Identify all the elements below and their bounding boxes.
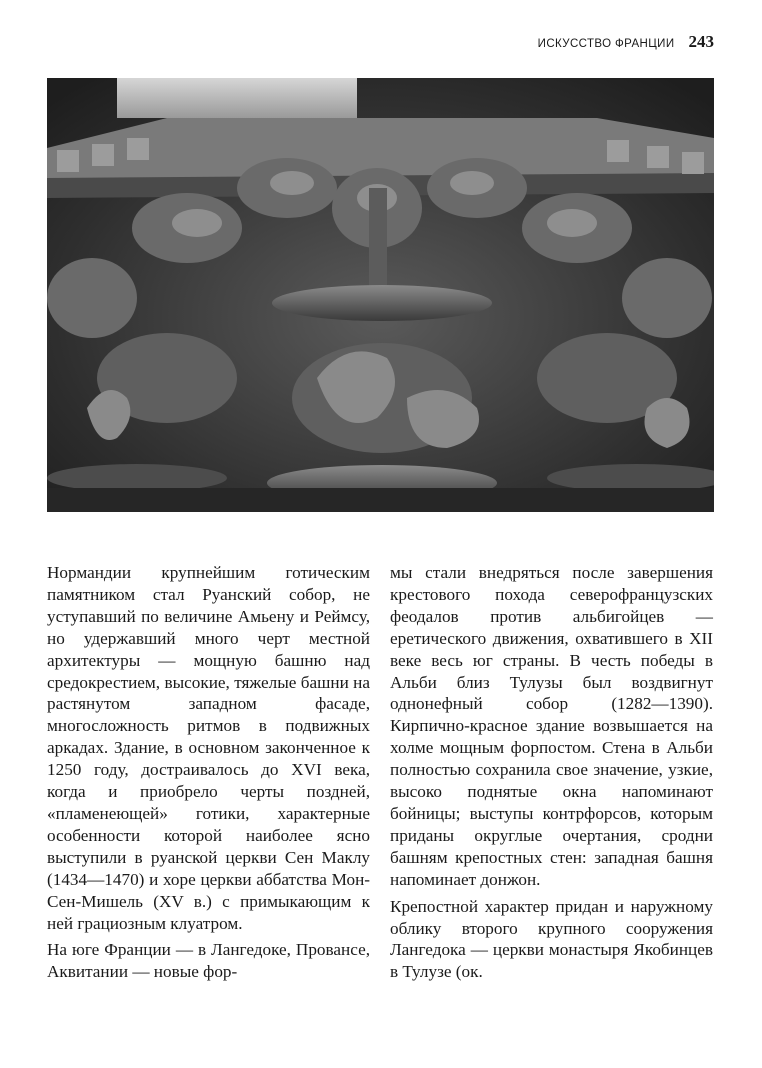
running-title: ИСКУССТВО ФРАНЦИИ (537, 38, 675, 50)
left-paragraph: На юге Франции — в Лангедоке, Провансе, Аквитании — новые фор- (47, 940, 370, 982)
left-paragraph: Нормандии крупнейшим готическим памятником стал Руанский собор, не уступавший по величине Амьену и Реймсу, но удержавший много черт местной архитектуры — мощную башню над средокрестием, высокие, тяжелые башни на растянутом западном фасаде, многосложность ритмов в подвижных аркадах. Здание, в основном законченное к 1250 году, достраивалось до XVI века, когда и приобрело черты поздней, «пламенеющей» готики, характерные особенности которой наиболее ясно выступили в руанской церкви Сен Маклу (1434—1470) и хоре церкви аббатства Мон-Сен-Мишель (XV в.) с примыкающим к ней грациозным клуатром. (47, 563, 370, 933)
photo-illustration (47, 78, 714, 512)
page-number: 243 (688, 32, 714, 51)
right-paragraph: мы стали внедряться после завершения крестового похода северофранцузских феодалов против альбигойцев — еретического движения, охватившего в XII веке весь юг страны. В честь победы в Альби близ Тулузы был воздвигнут однонефный собор (1282—1390). Кирпично-красное здание возвышается на холме мощным форпостом. Стена в Альби полностью сохранила свое значение, узкие, высоко поднятые окна напоминают бойницы; выступы контрфорсов, которым приданы округлые очертания, сродни башням крепостных стен: западная башня напоминает донжон. (390, 563, 713, 889)
running-header (538, 32, 714, 52)
left-column (47, 562, 370, 983)
right-column (390, 562, 713, 983)
carved-capital-photo (47, 78, 714, 512)
right-paragraph: Крепостной характер придан и наружному облику второго крупного сооружения Лангедока — церкви монастыря Якобинцев в Тулузе (ок. (390, 896, 713, 982)
text-columns (47, 562, 714, 983)
